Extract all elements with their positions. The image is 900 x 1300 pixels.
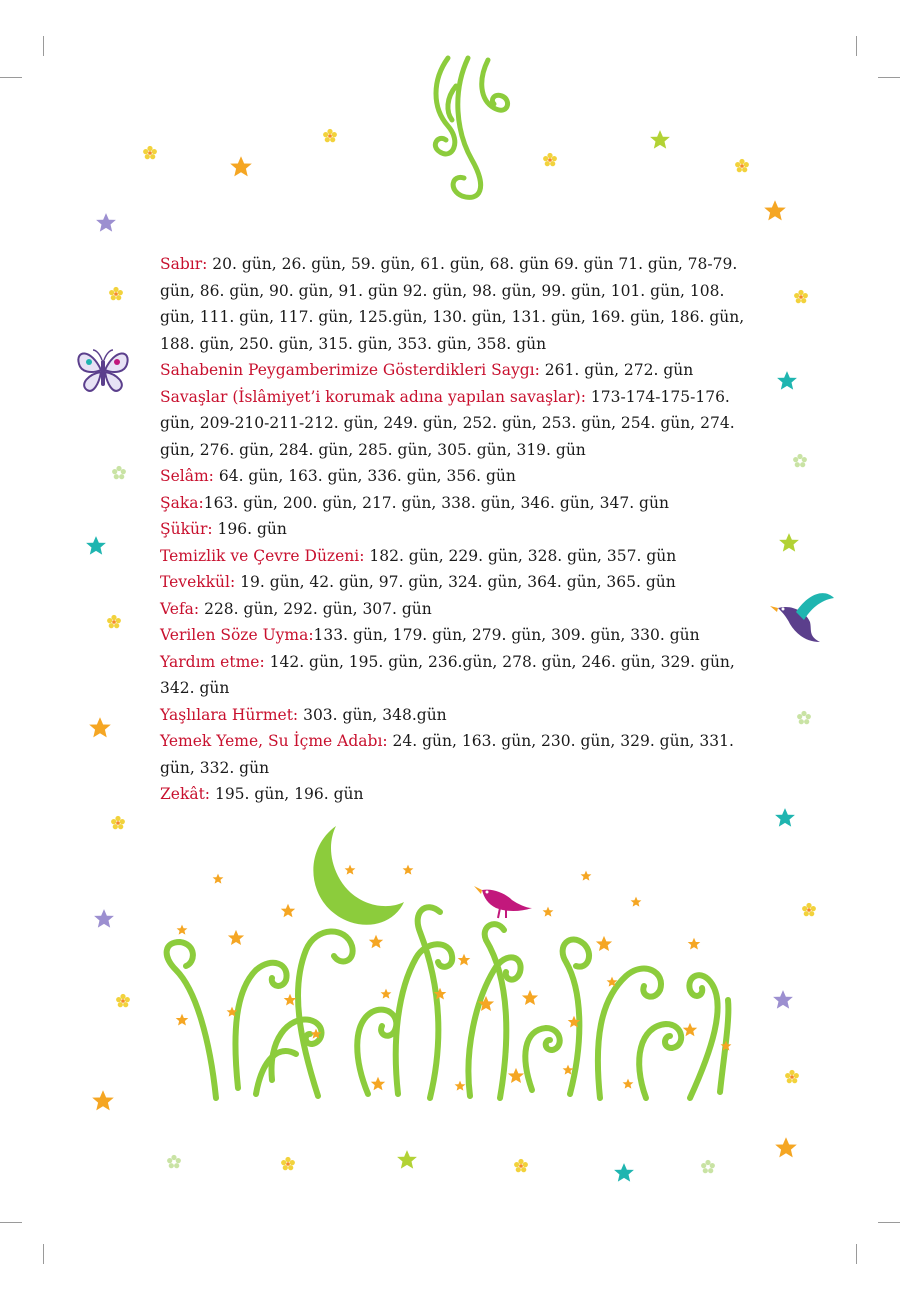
vine-swirl-icon (167, 907, 729, 1098)
index-pages: 182. gün, 229. gün, 328. gün, 357. gün (364, 546, 677, 565)
index-term: Tevekkül: (160, 573, 236, 591)
index-term: Zekât: (160, 785, 211, 803)
index-term: Vefa: (160, 599, 200, 618)
index-pages: 19. gün, 42. gün, 97. gün, 324. gün, 364. gün, 365. gün (235, 573, 676, 591)
crop-mark (43, 36, 44, 56)
index-term: Sahabenin Peygamberimize Gösterdikleri Saygı: (160, 361, 540, 379)
index-entry-saka (160, 490, 750, 517)
crop-mark (0, 77, 22, 78)
index-term: Yardım etme: (160, 652, 265, 671)
vine-swirl-icon (435, 58, 507, 197)
index-entry-tevekkul (160, 569, 750, 596)
index-term: Şükür: (160, 520, 213, 538)
index-term: Selâm: (160, 467, 214, 485)
butterfly-icon (78, 350, 127, 391)
index-pages: 163. gün, 200. gün, 217. gün, 338. gün, 346. gün, 347. gün (203, 493, 669, 512)
bird-icon (770, 593, 834, 642)
crescent-moon-icon (313, 826, 404, 925)
index-term: Sabır: (160, 255, 208, 273)
index-term: Şaka: (160, 493, 204, 512)
index-term: Yaşlılara Hürmet: (160, 705, 299, 724)
crop-mark (856, 36, 857, 56)
index-entry-yaslilara-hurmet (160, 702, 750, 729)
crop-mark (878, 1222, 900, 1223)
index-pages: 261. gün, 272. gün (539, 361, 694, 379)
index-term: Yemek Yeme, Su İçme Adabı: (160, 732, 388, 750)
index-pages: 173-174-175-176. gün, 209-210-211-212. gün, 249. gün, 252. gün, 253. gün, 254. gün, 274. gün, 276. gün, 284. gün, 285. gün, 305. gün, 319. gün (160, 387, 735, 459)
index-pages: 24. gün, 163. gün, 230. gün, 329. gün, 331. gün, 332. gün (160, 732, 734, 777)
index-entry-sahabe (160, 357, 750, 384)
crop-mark (878, 77, 900, 78)
index-pages: 228. gün, 292. gün, 307. gün (199, 599, 432, 618)
index-list (160, 251, 750, 808)
crop-mark (856, 1244, 857, 1264)
index-term: Verilen Söze Uyma: (160, 626, 314, 644)
index-pages: 20. gün, 26. gün, 59. gün, 61. gün, 68. gün 69. gün 71. gün, 78-79. gün, 86. gün, 90. gün, 91. gün 92. gün, 98. gün, 99. gün, 101. gün, 108. gün, 111. gün, 117. gün, 125.gün, 130. gün, 131. gün, 169. gün, 186. gün, 188. gün, 250. gün, 315. gün, 353. gün, 358. gün (160, 255, 745, 353)
index-pages: 195. gün, 196. gün (210, 785, 364, 803)
index-entry-zekat (160, 781, 750, 808)
index-entry-verilen-soze-uyma (160, 622, 750, 649)
crop-mark (43, 1244, 44, 1264)
index-pages: 196. gün (212, 520, 287, 538)
index-pages: 142. gün, 195. gün, 236.gün, 278. gün, 246. gün, 329. gün, 342. gün (160, 652, 735, 697)
index-entry-savaslar (160, 384, 750, 464)
index-pages: 64. gün, 163. gün, 336. gün, 356. gün (213, 467, 516, 485)
index-pages: 303. gün, 348.gün (298, 705, 447, 724)
crop-mark (0, 1222, 22, 1223)
bird-icon (474, 886, 532, 918)
index-entry-vefa (160, 596, 750, 623)
index-entry-sukur (160, 516, 750, 543)
index-entry-yemek-yeme (160, 728, 750, 781)
index-entry-yardim-etme (160, 649, 750, 702)
index-pages: 133. gün, 179. gün, 279. gün, 309. gün, 330. gün (313, 626, 700, 644)
index-entry-sabir (160, 251, 750, 357)
star-icon (176, 865, 732, 1091)
index-entry-temizlik (160, 543, 750, 570)
index-entry-selam (160, 463, 750, 490)
index-term: Temizlik ve Çevre Düzeni: (160, 546, 365, 565)
index-term: Savaşlar (İslâmiyet’i korumak adına yapılan savaşlar): (160, 387, 586, 406)
